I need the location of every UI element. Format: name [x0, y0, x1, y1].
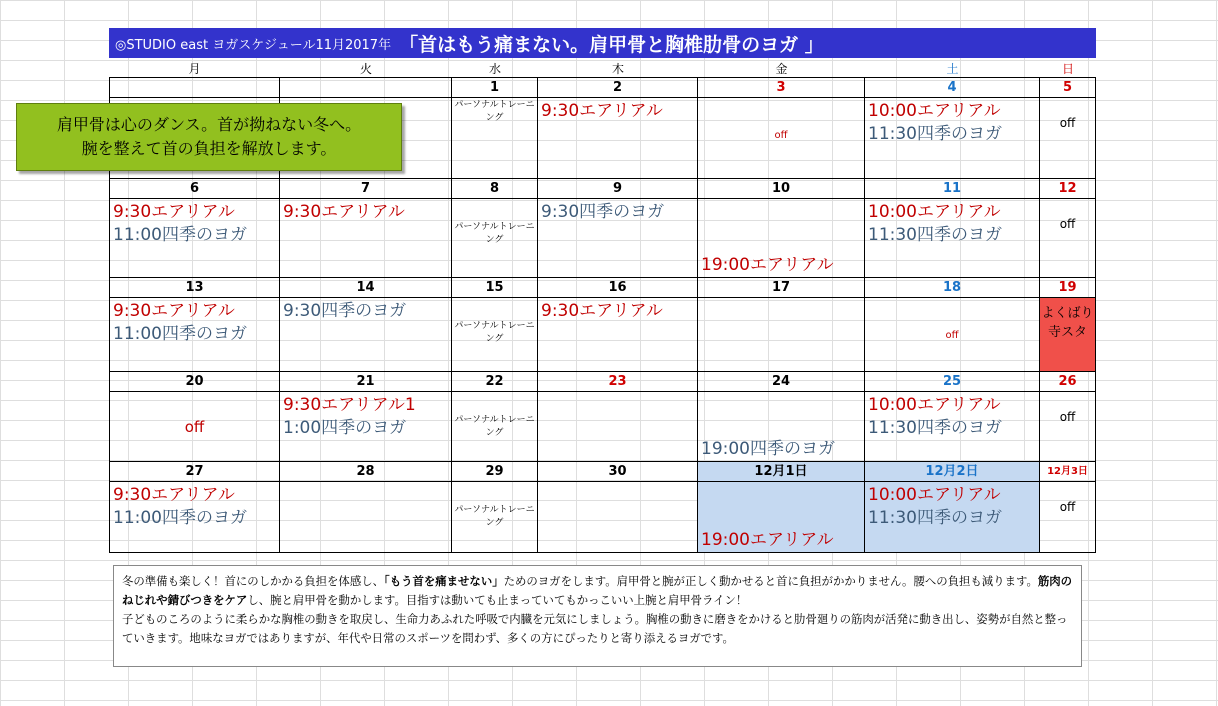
- weekday-header-row: [109, 60, 1096, 78]
- aerial-class: 19:00エアリアル: [701, 255, 834, 275]
- date-number: 17: [698, 278, 865, 297]
- calendar-week: [109, 277, 1096, 372]
- schedule-row: [109, 199, 1096, 278]
- notes-paragraph-2: 子どものころのように柔らかな胸椎の動きを取戻し、生命力あふれた呼吸で内臓を元気にしましょう。胸椎の動きに磨きをかけると肋骨廻りの筋肉が活発に動き出し、姿勢が自然と整っていきます。地味なヨガではありますが、年代や日常のスポーツを問わず、多くの方にぴったりと寄り添えるヨガです。: [122, 612, 1068, 645]
- aerial-class: 9:30エアリアル: [113, 202, 235, 222]
- date-row: [109, 372, 1096, 392]
- date-number: 4: [865, 78, 1040, 97]
- personal-training: パーソナルトレーニング: [454, 222, 535, 245]
- weekday-label: 火: [359, 62, 372, 76]
- date-number: 28: [280, 462, 452, 481]
- description-notes[interactable]: [113, 565, 1082, 667]
- schedule-row: [109, 392, 1096, 462]
- weekday-label: 月: [188, 62, 201, 76]
- calendar-week: [109, 461, 1096, 553]
- date-number: [280, 78, 452, 97]
- schedule-cell[interactable]: [865, 98, 1040, 178]
- schedule-cell[interactable]: [1040, 482, 1096, 552]
- aerial-class: 10:00エアリアル: [868, 395, 1001, 415]
- weekday-label: 日: [1061, 62, 1074, 76]
- date-number: 10: [698, 179, 865, 198]
- schedule-cell[interactable]: [865, 392, 1040, 461]
- aerial-class: 9:30エアリアル: [541, 301, 663, 321]
- personal-training: パーソナルトレーニング: [454, 415, 535, 438]
- date-row: [109, 179, 1096, 199]
- date-number: 2: [538, 78, 698, 97]
- seasonal-yoga-class: 9:30四季のヨガ: [541, 202, 665, 222]
- seasonal-yoga-class: 11:30四季のヨガ: [868, 124, 1002, 144]
- seasonal-yoga-class: 11:00四季のヨガ: [113, 324, 247, 344]
- date-row: [109, 462, 1096, 482]
- seasonal-yoga-class: 11:00四季のヨガ: [113, 225, 247, 245]
- personal-training: パーソナルトレーニング: [454, 100, 535, 123]
- seasonal-yoga-class: 19:00四季のヨガ: [701, 439, 835, 459]
- studio-title: ◎STUDIO east ヨガスケジュール11月2017年: [115, 37, 392, 53]
- aerial-class: 10:00エアリアル: [868, 485, 1001, 505]
- aerial-class: 9:30エアリアル: [283, 202, 405, 222]
- date-number: 22: [452, 372, 538, 391]
- date-number: 5: [1040, 78, 1096, 97]
- schedule-cell[interactable]: [280, 298, 452, 371]
- calendar-week: [109, 178, 1096, 278]
- schedule-cell[interactable]: [698, 298, 865, 371]
- promo-callout[interactable]: [16, 103, 402, 171]
- date-number: 3: [698, 78, 865, 97]
- schedule-cell[interactable]: [538, 482, 698, 552]
- date-row: [109, 278, 1096, 298]
- schedule-cell[interactable]: [109, 482, 280, 552]
- aerial-class: 9:30エアリアル: [113, 301, 235, 321]
- calendar-week: [109, 371, 1096, 462]
- schedule-cell[interactable]: [538, 298, 698, 371]
- seasonal-yoga-class: 9:30四季のヨガ: [283, 301, 407, 321]
- off-label: off: [945, 330, 959, 341]
- schedule-cell[interactable]: [538, 199, 698, 277]
- schedule-cell[interactable]: [865, 199, 1040, 277]
- date-number: 1: [452, 78, 538, 97]
- schedule-cell[interactable]: [1040, 392, 1096, 461]
- schedule-row: [109, 482, 1096, 553]
- seasonal-yoga-class: 11:00四季のヨガ: [113, 508, 247, 528]
- notes-text-1: 冬の準備も楽しく！首にのしかかる負担を体感し、: [122, 574, 384, 588]
- special-event: よくばり寺スタ: [1041, 306, 1094, 340]
- aerial-class: 10:00エアリアル: [868, 101, 1001, 121]
- aerial-class: 10:00エアリアル: [868, 202, 1001, 222]
- schedule-cell[interactable]: [280, 392, 452, 461]
- date-number: 7: [280, 179, 452, 198]
- schedule-cell[interactable]: [698, 98, 865, 178]
- aerial-class: 19:00エアリアル: [701, 530, 834, 550]
- schedule-cell[interactable]: [1040, 98, 1096, 178]
- off-label: off: [1059, 500, 1076, 514]
- personal-training: パーソナルトレーニング: [454, 321, 535, 344]
- schedule-cell[interactable]: [1040, 298, 1096, 371]
- schedule-cell[interactable]: [452, 199, 538, 277]
- seasonal-yoga-class: 11:30四季のヨガ: [868, 225, 1002, 245]
- date-number: 29: [452, 462, 538, 481]
- schedule-cell[interactable]: [538, 392, 698, 461]
- date-number: 11: [865, 179, 1040, 198]
- date-number: 12月1日: [698, 462, 865, 481]
- date-number: 24: [698, 372, 865, 391]
- date-number: 9: [538, 179, 698, 198]
- weekday-label: 木: [611, 62, 624, 76]
- seasonal-yoga-class: 11:30四季のヨガ: [868, 508, 1002, 528]
- off-label: off: [1059, 116, 1076, 130]
- notes-emphasis-2: 筋肉のねじれや錆びつきをケア: [122, 574, 1073, 607]
- schedule-cell[interactable]: [698, 392, 865, 461]
- schedule-header: [109, 28, 1096, 58]
- schedule-cell[interactable]: [698, 482, 865, 552]
- schedule-cell[interactable]: [452, 482, 538, 552]
- date-number: 14: [280, 278, 452, 297]
- date-number: 15: [452, 278, 538, 297]
- schedule-cell[interactable]: [109, 199, 280, 277]
- schedule-cell[interactable]: [280, 482, 452, 552]
- date-number: 26: [1040, 372, 1096, 391]
- schedule-row: [109, 298, 1096, 372]
- aerial-class: 9:30エアリアル: [541, 101, 663, 121]
- promo-line-1: 肩甲骨は心のダンス。首が拗ねない冬へ。: [56, 115, 362, 134]
- date-row: [109, 78, 1096, 98]
- schedule-cell[interactable]: [452, 392, 538, 461]
- schedule-cell[interactable]: [538, 98, 698, 178]
- date-number: 19: [1040, 278, 1096, 297]
- schedule-cell[interactable]: [452, 298, 538, 371]
- date-number: 12月2日: [865, 462, 1040, 481]
- aerial-class: 9:30エアリアル1: [283, 395, 416, 415]
- date-number: 18: [865, 278, 1040, 297]
- schedule-cell[interactable]: [109, 392, 280, 461]
- date-number: 25: [865, 372, 1040, 391]
- date-number: 21: [280, 372, 452, 391]
- schedule-cell[interactable]: [280, 199, 452, 277]
- weekday-label: 水: [488, 62, 501, 76]
- seasonal-yoga-class: 1:00四季のヨガ: [283, 418, 407, 438]
- aerial-class: 9:30エアリアル: [113, 485, 235, 505]
- off-label: off: [1059, 410, 1076, 424]
- notes-text-2: ためのヨガをします。肩甲骨と腕が正しく動かせると首に負担がかかりません。腰への負担も減ります。: [503, 574, 1038, 588]
- schedule-cell[interactable]: [1040, 199, 1096, 277]
- notes-text-3: し、腕と肩甲骨を動かします。目指すは動いても止まっていてもかっこいい上腕と肩甲骨ライン！: [247, 593, 748, 607]
- date-number: [109, 78, 280, 97]
- schedule-cell[interactable]: [109, 298, 280, 371]
- schedule-cell[interactable]: [698, 199, 865, 277]
- personal-training: パーソナルトレーニング: [454, 505, 535, 528]
- off-label: off: [774, 130, 788, 141]
- date-number: 20: [109, 372, 280, 391]
- date-number: 30: [538, 462, 698, 481]
- date-number: 27: [109, 462, 280, 481]
- schedule-cell[interactable]: [865, 298, 1040, 371]
- promo-line-2: 腕を整えて首の負担を解放します。: [81, 139, 337, 158]
- date-number: 16: [538, 278, 698, 297]
- schedule-cell[interactable]: [452, 98, 538, 178]
- weekday-label: 土: [946, 62, 959, 76]
- off-label: off: [184, 418, 205, 436]
- schedule-cell[interactable]: [865, 482, 1040, 552]
- off-label: off: [1059, 217, 1076, 231]
- date-number: 13: [109, 278, 280, 297]
- date-number: 6: [109, 179, 280, 198]
- date-number: 23: [538, 372, 698, 391]
- date-number: 8: [452, 179, 538, 198]
- weekday-label: 金: [775, 62, 788, 76]
- date-number: 12: [1040, 179, 1096, 198]
- schedule-title: 「首はもう痛まない。肩甲骨と胸椎肋骨のヨガ 」: [399, 33, 824, 56]
- seasonal-yoga-class: 11:30四季のヨガ: [868, 418, 1002, 438]
- date-number: 12月3日: [1040, 462, 1096, 481]
- notes-emphasis-1: 「もう首を痛ませない」: [384, 574, 504, 588]
